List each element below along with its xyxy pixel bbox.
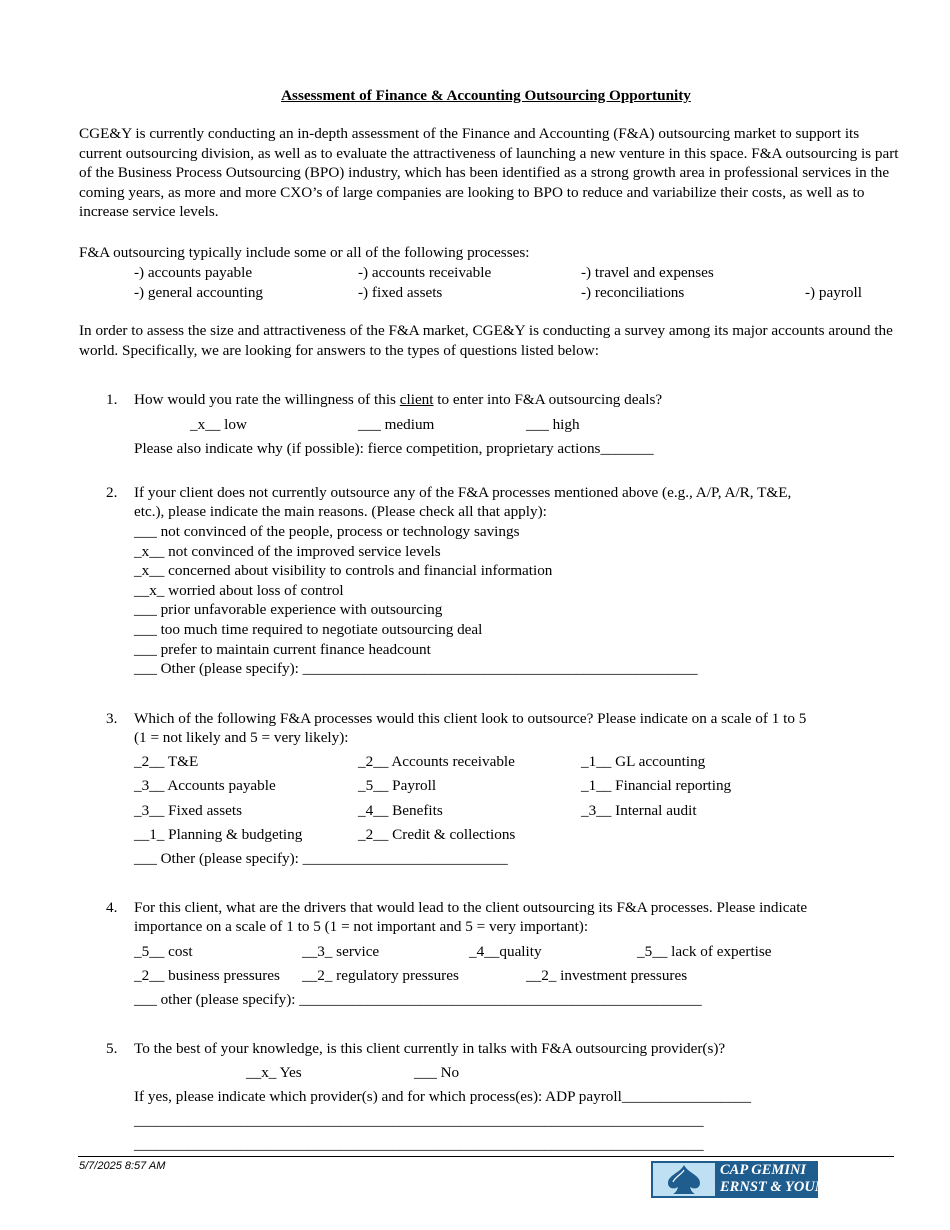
question-3-text: Which of the following F&A processes would this client look to outsource? Please indicate on a scale of 1 to 5 bbox=[134, 710, 807, 727]
driver-item: __2_ regulatory pressures bbox=[302, 967, 459, 984]
driver-item: _5__ lack of expertise bbox=[637, 943, 772, 960]
footer-divider bbox=[78, 1156, 894, 1157]
checklist-item: ___ prefer to maintain current finance headcount bbox=[134, 641, 431, 658]
logo-line: ERNST & YOUNG bbox=[720, 1179, 836, 1195]
rating-item: _5__ Payroll bbox=[358, 777, 437, 794]
checklist-item: _x__ concerned about visibility to controls and financial information bbox=[134, 562, 553, 579]
rating-item: _3__ Accounts payable bbox=[134, 777, 276, 794]
question-5-provider: If yes, please indicate which provider(s) and for which process(es): ADP payroll_________________ bbox=[134, 1088, 751, 1105]
question-number: 4. bbox=[106, 899, 118, 916]
question-1-text bbox=[134, 390, 662, 409]
footer-date: 5/7/2025 8:57 AM bbox=[79, 1160, 166, 1172]
checklist-item: ___ not convinced of the people, process or technology savings bbox=[134, 523, 520, 540]
driver-item: __2_ investment pressures bbox=[526, 967, 688, 984]
question-number: 3. bbox=[106, 710, 118, 727]
question-4-other: ___ other (please specify): _____________________________________________________ bbox=[134, 991, 702, 1008]
question-number: 5. bbox=[106, 1040, 118, 1057]
driver-item: _5__ cost bbox=[134, 943, 193, 960]
intro-paragraph: CGE&Y is currently conducting an in-depth assessment of the Finance and Accounting (F&A) outsourcing market to support its current outsourcing division, as well as to evaluate the attractiveness of launching a new venture in this space. F&A outsourcing is part of the Business Process Outsourcing (BPO) industry, which has been identified as a strong growth area in professional services in the coming years, as more and more CXO’s of large companies are looking to BPO to reduce and variabilize their costs, as well as to increase service levels. bbox=[79, 125, 899, 221]
rating-item: _3__ Fixed assets bbox=[134, 802, 242, 819]
spade-logo-icon bbox=[653, 1163, 715, 1196]
logo-line: CAP GEMINI bbox=[720, 1162, 807, 1178]
checklist-item: __x_ worried about loss of control bbox=[134, 582, 344, 599]
checklist-item: ___ Other (please specify): ____________________________________________________ bbox=[134, 660, 698, 677]
answer-option: __x_ Yes bbox=[246, 1064, 302, 1081]
process-item: -) accounts receivable bbox=[358, 264, 492, 281]
question-4-text: importance on a scale of 1 to 5 (1 = not important and 5 = very important): bbox=[134, 918, 589, 935]
question-2-text: etc.), please indicate the main reasons. (Please check all that apply): bbox=[134, 503, 547, 520]
driver-item: _2__ business pressures bbox=[134, 967, 280, 984]
question-3-text: (1 = not likely and 5 = very likely): bbox=[134, 729, 349, 746]
blank-line: ___________________________________________________________________________ bbox=[134, 1112, 704, 1129]
question-2-text: If your client does not currently outsource any of the F&A processes mentioned above (e.g., A/P, A/R, T&E, bbox=[134, 484, 792, 501]
question-number: 2. bbox=[106, 484, 118, 501]
rating-item: _2__ T&E bbox=[134, 753, 199, 770]
answer-option: ___ No bbox=[414, 1064, 460, 1081]
answer-option: ___ high bbox=[526, 416, 580, 433]
checklist-item: ___ too much time required to negotiate outsourcing deal bbox=[134, 621, 483, 638]
question-5-text: To the best of your knowledge, is this client currently in talks with F&A outsourcing provider(s)? bbox=[134, 1040, 726, 1057]
rating-item: _2__ Accounts receivable bbox=[358, 753, 515, 770]
process-item: -) fixed assets bbox=[358, 284, 443, 301]
survey-intro: In order to assess the size and attractiveness of the F&A market, CGE&Y is conducting a survey among its major accounts around the world. Specifically, we are looking for answers to the types of questions listed below: bbox=[79, 322, 893, 359]
checklist-item: ___ prior unfavorable experience with outsourcing bbox=[134, 601, 443, 618]
process-item: -) payroll bbox=[805, 284, 862, 301]
question-1-text-part: to enter into F&A outsourcing deals? bbox=[433, 391, 663, 408]
rating-item: _3__ Internal audit bbox=[581, 802, 697, 819]
answer-option: ___ medium bbox=[358, 416, 435, 433]
driver-item: __3_ service bbox=[302, 943, 380, 960]
driver-item: _4__quality bbox=[469, 943, 542, 960]
rating-item: _2__ Credit & collections bbox=[358, 826, 516, 843]
process-item: -) general accounting bbox=[134, 284, 264, 301]
rating-item: __1_ Planning & budgeting bbox=[134, 826, 303, 843]
document-title: Assessment of Finance & Accounting Outsourcing Opportunity bbox=[281, 87, 691, 104]
answer-option: _x__ low bbox=[190, 416, 247, 433]
question-1-underlined: client bbox=[399, 391, 434, 408]
processes-intro: F&A outsourcing typically include some or all of the following processes: bbox=[79, 244, 530, 261]
question-1-text-part: How would you rate the willingness of this bbox=[134, 391, 400, 408]
logo-wordmark bbox=[720, 1162, 836, 1196]
blank-line: ___________________________________________________________________________ bbox=[134, 1136, 704, 1153]
process-item: -) accounts payable bbox=[134, 264, 253, 281]
rating-item: _1__ Financial reporting bbox=[581, 777, 732, 794]
question-3-other: ___ Other (please specify): ___________________________ bbox=[134, 850, 508, 867]
question-number: 1. bbox=[106, 391, 118, 408]
process-item: -) travel and expenses bbox=[581, 264, 714, 281]
company-logo bbox=[651, 1161, 836, 1198]
process-item: -) reconciliations bbox=[581, 284, 685, 301]
checklist-item: _x__ not convinced of the improved service levels bbox=[134, 543, 441, 560]
question-4-text: For this client, what are the drivers that would lead to the client outsourcing its F&A processes. Please indicate bbox=[134, 899, 808, 916]
question-1-why: Please also indicate why (if possible): fierce competition, proprietary actions_______ bbox=[134, 440, 654, 457]
rating-item: _1__ GL accounting bbox=[581, 753, 706, 770]
rating-item: _4__ Benefits bbox=[358, 802, 443, 819]
